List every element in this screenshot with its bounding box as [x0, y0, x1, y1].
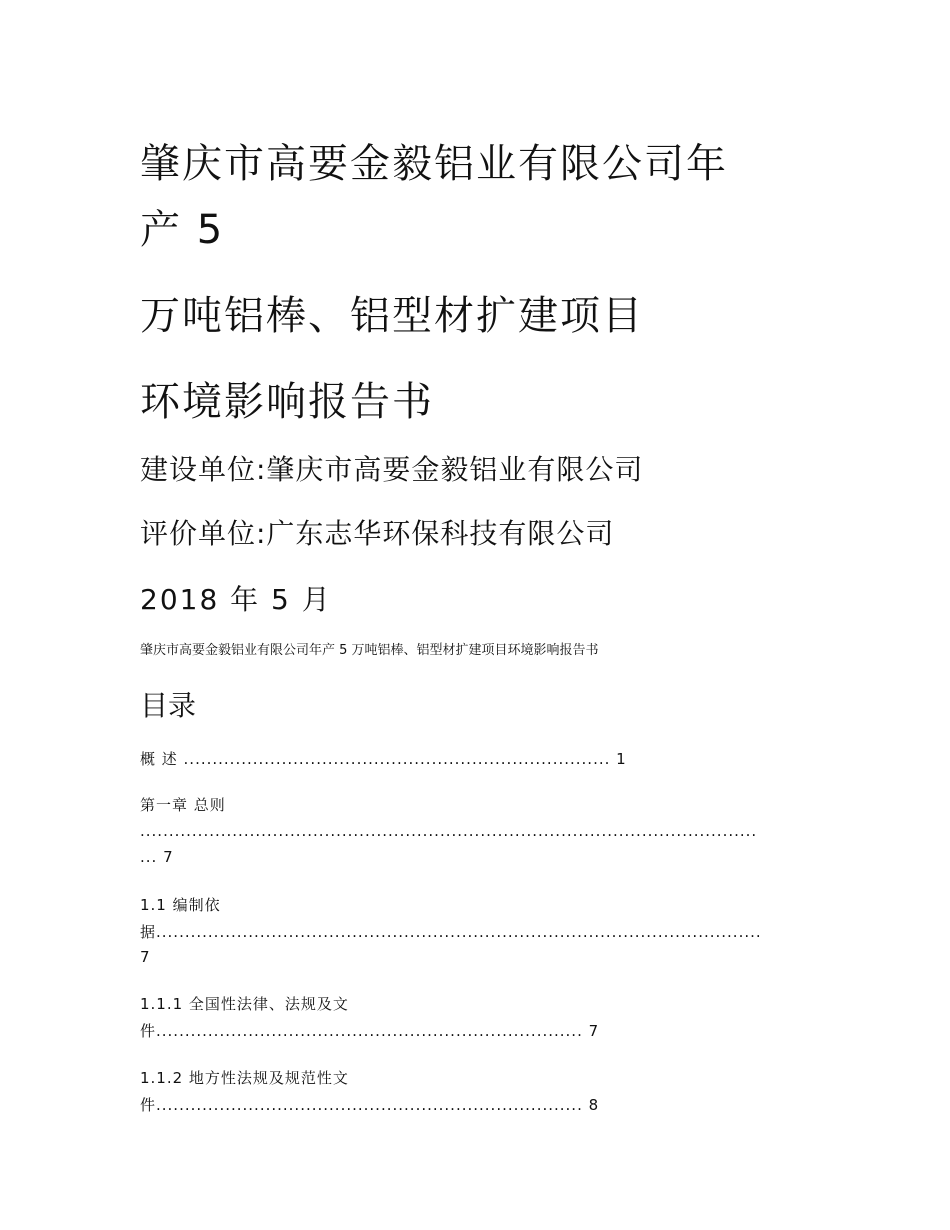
evaluator-unit: 评价单位:广东志华环保科技有限公司: [140, 517, 615, 550]
report-date: 2018 年 5 月: [140, 583, 332, 616]
title-line-1: 肇庆市高要金毅铝业有限公司年: [140, 141, 728, 187]
builder-unit: 建设单位:肇庆市高要金毅铝业有限公司: [140, 453, 644, 486]
toc-heading: 目录: [140, 689, 197, 722]
toc-entry-1-1-2[interactable]: 1.1.2 地方性法规及规范性文: [140, 1069, 349, 1087]
title-line-3: 万吨铝棒、铝型材扩建项目: [140, 293, 644, 339]
toc-entry-1-1-1[interactable]: 1.1.1 全国性法律、法规及文: [140, 995, 349, 1013]
toc-entry-1-1-2-dots[interactable]: 件.......................................................................... 8: [140, 1096, 600, 1114]
toc-entry-1-1-page[interactable]: 7: [140, 948, 151, 966]
toc-entry-1-1-1-dots[interactable]: 件.......................................................................... 7: [140, 1022, 600, 1040]
toc-entry-chapter1[interactable]: 第一章 总则: [140, 796, 226, 814]
running-header: 肇庆市高要金毅铝业有限公司年产 5 万吨铝棒、铝型材扩建项目环境影响报告书: [140, 643, 599, 658]
toc-entry-overview[interactable]: 概 述 .......................................................................... 1: [140, 750, 627, 768]
toc-entry-1-1[interactable]: 1.1 编制依: [140, 896, 221, 914]
title-line-4: 环境影响报告书: [140, 379, 434, 425]
toc-entry-chapter1-page[interactable]: ... 7: [140, 848, 174, 866]
toc-entry-chapter1-dots[interactable]: ...........................................................................................................: [140, 822, 758, 840]
toc-entry-1-1-dots[interactable]: 据.........................................................................................................: [140, 923, 762, 941]
title-line-2: 产 5: [140, 207, 225, 253]
